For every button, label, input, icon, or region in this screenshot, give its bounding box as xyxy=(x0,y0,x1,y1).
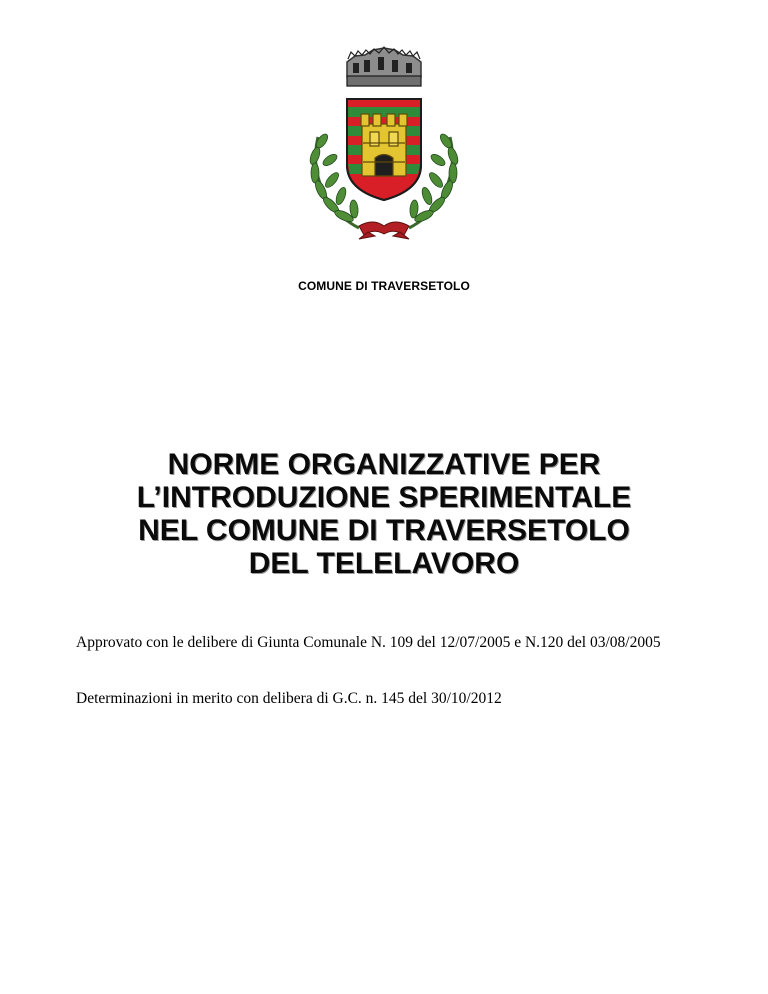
approval-note: Approvato con le delibere di Giunta Comunale N. 109 del 12/07/2005 e N.120 del 03/08/2005 xyxy=(76,634,661,651)
title-line-3: NEL COMUNE DI TRAVERSETOLO xyxy=(138,514,630,547)
coat-of-arms-icon xyxy=(293,42,475,240)
mural-crown-icon xyxy=(347,47,421,86)
title-line-2: L’INTRODUZIONE SPERIMENTALE xyxy=(136,481,632,514)
municipality-name: COMUNE DI TRAVERSETOLO xyxy=(298,279,470,293)
ribbon-icon xyxy=(359,222,409,239)
document-title xyxy=(40,448,728,580)
title-line-4: DEL TELELAVORO xyxy=(248,547,520,580)
title-line-1: NORME ORGANIZZATIVE PER xyxy=(167,448,601,481)
determination-note: Determinazioni in merito con delibera di G.C. n. 145 del 30/10/2012 xyxy=(76,690,502,707)
